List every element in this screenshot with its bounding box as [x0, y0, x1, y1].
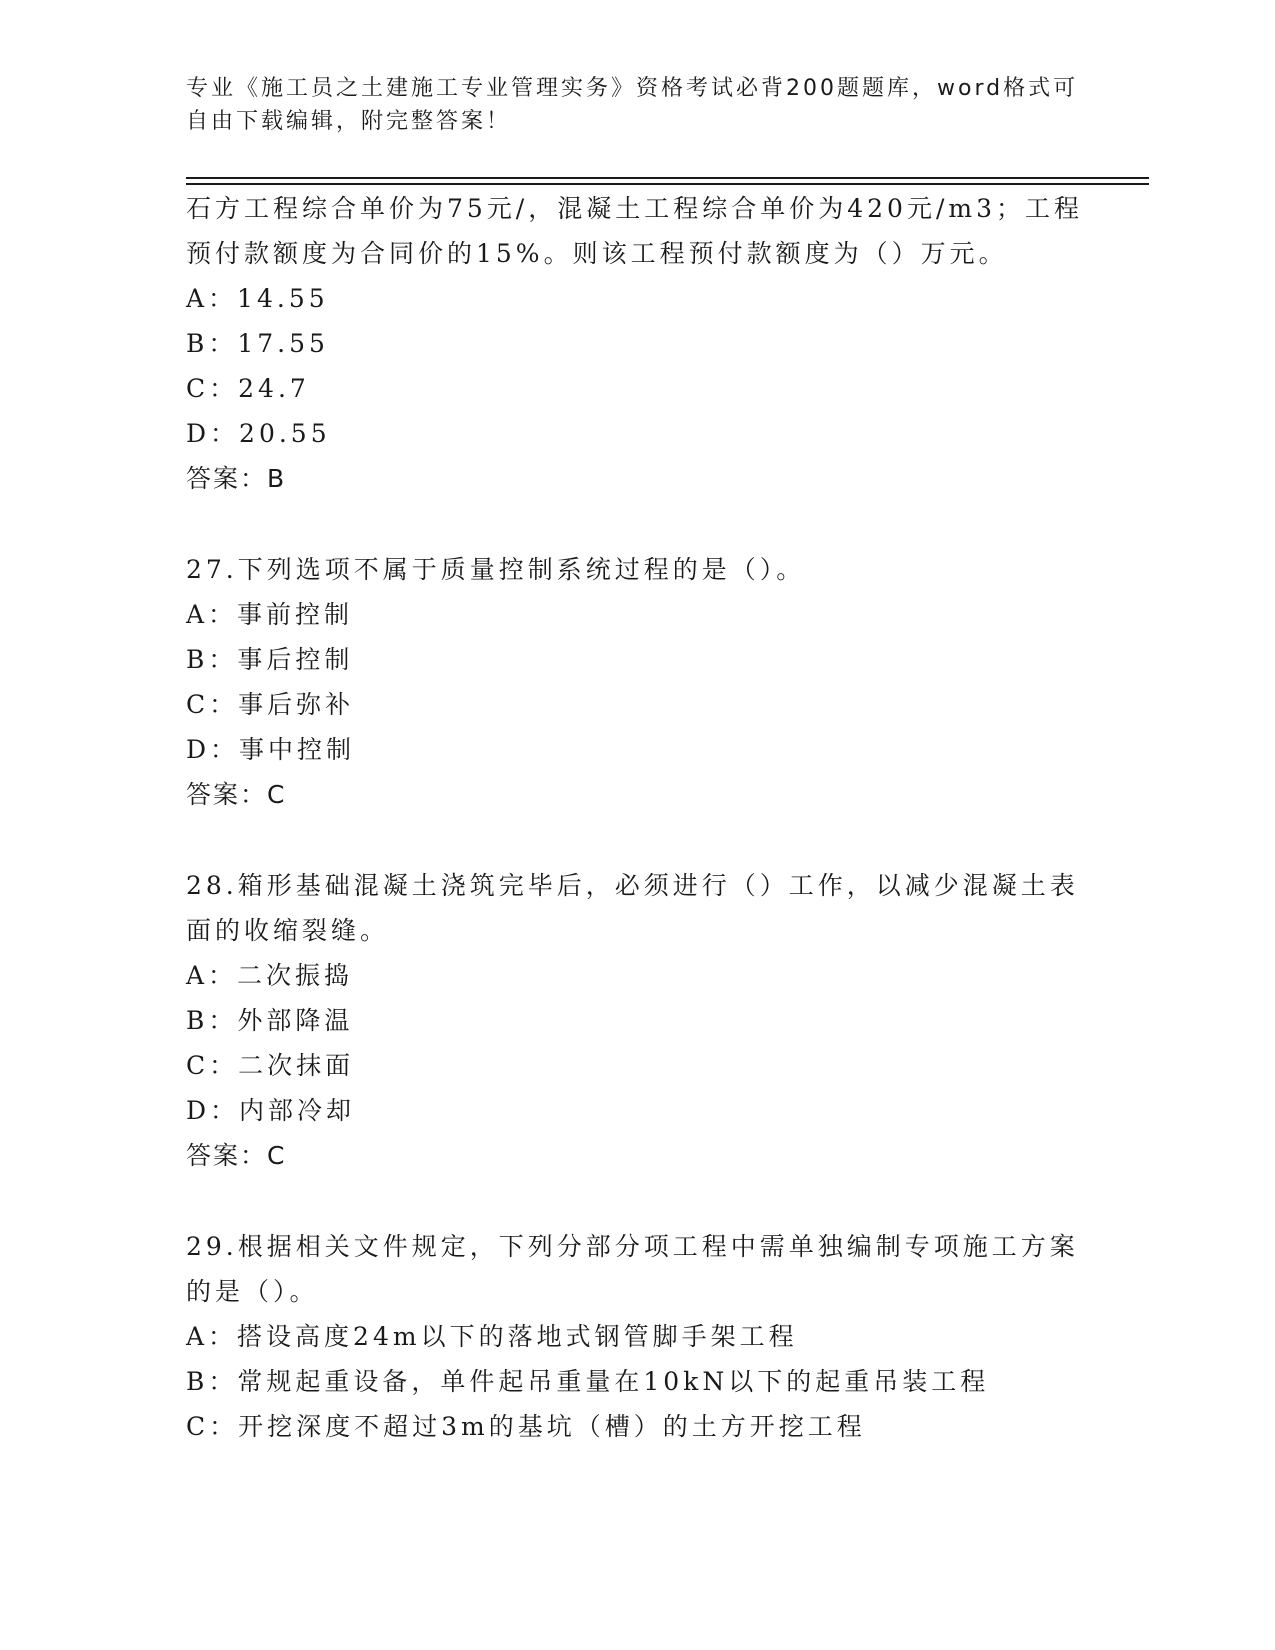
question-text-line: 27.下列选项不属于质量控制系统过程的是（）。	[186, 555, 806, 584]
option-a: A：搭设高度24m以下的落地式钢管脚手架工程	[186, 1322, 798, 1351]
question-text-line: 28.箱形基础混凝土浇筑完毕后，必须进行（）工作，以减少混凝土表	[186, 871, 1079, 900]
question-block-continued	[186, 186, 1086, 501]
option-b: B：常规起重设备，单件起吊重量在10kN以下的起重吊装工程	[186, 1367, 990, 1396]
question-block-29	[186, 1224, 1086, 1449]
answer-line: 答案：B	[186, 464, 287, 493]
option-c: C：开挖深度不超过3m的基坑（槽）的土方开挖工程	[186, 1412, 866, 1441]
question-text-line: 的是（）。	[186, 1277, 319, 1306]
question-block-27	[186, 547, 1086, 817]
question-block-28	[186, 863, 1086, 1178]
question-text-line: 石方工程综合单价为75元/，混凝土工程综合单价为420元/m3；工程	[186, 194, 1083, 223]
option-d: D：事中控制	[186, 735, 356, 764]
header-line-1: 专业《施工员之土建施工专业管理实务》资格考试必背200题题库，word格式可	[186, 76, 1079, 101]
option-d: D：内部冷却	[186, 1096, 356, 1125]
option-b: B：17.55	[186, 329, 329, 358]
option-c: C：二次抹面	[186, 1051, 355, 1080]
option-b: B：事后控制	[186, 645, 354, 674]
question-text-line: 预付款额度为合同价的15%。则该工程预付款额度为（）万元。	[186, 239, 1008, 268]
option-b: B：外部降温	[186, 1006, 354, 1035]
document-header	[186, 72, 1086, 138]
header-divider-bottom	[186, 183, 1149, 185]
header-line-2: 自由下载编辑，附完整答案！	[186, 109, 512, 134]
option-a: A：事前控制	[186, 600, 354, 629]
option-a: A：二次振捣	[186, 961, 354, 990]
option-a: A：14.55	[186, 284, 329, 313]
option-c: C：24.7	[186, 374, 310, 403]
answer-line: 答案：C	[186, 780, 287, 809]
option-d: D：20.55	[186, 419, 331, 448]
option-c: C：事后弥补	[186, 690, 355, 719]
question-text-line: 面的收缩裂缝。	[186, 916, 390, 945]
question-list	[186, 186, 1086, 1449]
question-text-line: 29.根据相关文件规定，下列分部分项工程中需单独编制专项施工方案	[186, 1232, 1079, 1261]
answer-line: 答案：C	[186, 1141, 287, 1170]
header-divider-top	[186, 177, 1149, 179]
